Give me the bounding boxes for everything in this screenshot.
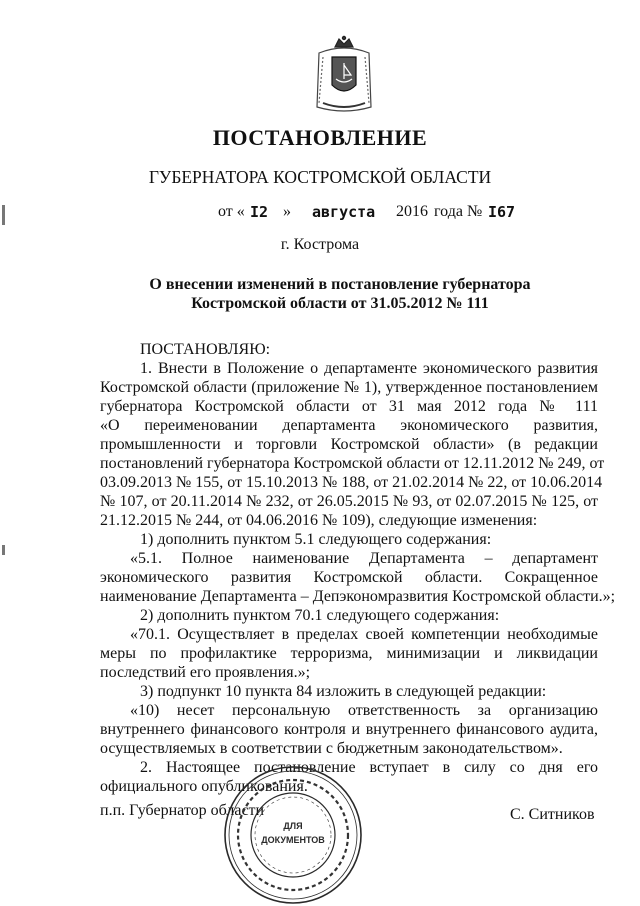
heading-line: Костромской области от 31.05.2012 № 111	[191, 295, 489, 312]
scan-mark	[2, 545, 5, 555]
city: г. Кострома	[280, 236, 360, 253]
date-month: августа	[312, 203, 376, 221]
body-line: Костромской области (приложение № 1), утвержденное постановлением	[100, 379, 598, 396]
body-line: экономического развития Костромской области. Сокращенное	[100, 569, 598, 586]
document-subtitle: ГУБЕРНАТОРА КОСТРОМСКОЙ ОБЛАСТИ	[148, 167, 492, 187]
body-line: 03.09.2013 № 155, от 15.10.2013 № 188, от 21.02.2014 № 22, от 10.06.2014	[100, 474, 603, 491]
body-line: 3) подпункт 10 пункта 84 изложить в следующей редакции:	[140, 683, 547, 700]
body-line: ПОСТАНОВЛЯЮ:	[140, 341, 271, 358]
body-line: № 107, от 20.11.2014 № 232, от 26.05.2015 № 93, от 02.07.2015 № 125, от	[100, 493, 598, 510]
stamp-line: ДЛЯ	[283, 821, 303, 831]
document-title: ПОСТАНОВЛЕНИЕ	[212, 125, 428, 150]
body-line: внутреннего финансового контроля и внутреннего финансового аудита,	[100, 721, 598, 738]
body-line: промышленности и торговли Костромской области» (в редакции	[100, 436, 598, 453]
stamp-line: ДОКУМЕНТОВ	[261, 835, 325, 845]
body-line: последствий его проявления.»;	[100, 664, 311, 681]
body-line: «О переименовании департамента экономического развития,	[100, 417, 598, 434]
body-line: 2. Настоящее постановление вступает в силу со дня его	[140, 759, 598, 776]
body-line: 2) дополнить пунктом 70.1 следующего содержания:	[140, 607, 500, 624]
body-line: 1. Внести в Положение о департаменте экономического развития	[140, 360, 598, 377]
coat-of-arms-emblem	[309, 35, 379, 115]
scan-mark	[2, 205, 5, 225]
date-year-suffix: года №	[434, 203, 483, 220]
heading-line: О внесении изменений в постановление губернатора	[149, 276, 531, 293]
body-line: «10) несет персональную ответственность за организацию	[130, 702, 598, 719]
body-line: официального опубликования.	[100, 778, 308, 795]
date-year: 2016	[396, 203, 428, 220]
body-line: меры по профилактике терроризма, минимизации и ликвидации	[100, 645, 598, 662]
body-line: губернатора Костромской области от 31 мая 2012 года № 111	[100, 398, 598, 415]
body-line: постановлений губернатора Костромской области от 12.11.2012 № 249, от	[100, 455, 605, 472]
body-line: 1) дополнить пунктом 5.1 следующего содержания:	[140, 531, 492, 548]
document-body	[100, 340, 616, 796]
body-line: осуществляемых в соответствии с бюджетным законодательством».	[100, 740, 563, 757]
date-prefix: от «	[218, 203, 245, 220]
signature-name: С. Ситников	[510, 806, 595, 823]
document-number: I67	[488, 203, 516, 221]
body-line: «5.1. Полное наименование Департамента – департамент	[130, 550, 598, 567]
body-line: 21.12.2015 № 244, от 04.06.2016 № 109), следующие изменения:	[100, 512, 538, 529]
official-stamp	[222, 764, 364, 906]
date-close-quote: »	[283, 203, 291, 220]
signature-title: п.п. Губернатор области	[100, 802, 265, 819]
body-line: наименование Департамента – Депэкономразвития Костромской области.»;	[100, 588, 616, 605]
document-heading	[110, 275, 570, 313]
date-day: I2	[250, 203, 269, 221]
body-line: «70.1. Осуществляет в пределах своей компетенции необходимые	[130, 626, 598, 643]
